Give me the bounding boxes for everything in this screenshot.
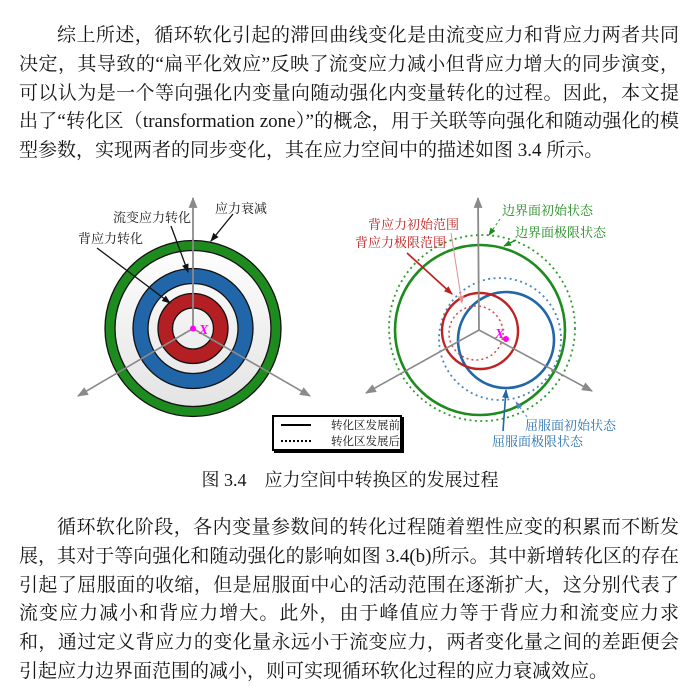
center-point-label: X xyxy=(199,323,209,338)
leader-boundary-limit xyxy=(504,240,516,246)
label-yield-initial: 屈服面初始状态 xyxy=(525,418,617,433)
label-back-stress-limit: 背应力极限范围 xyxy=(355,235,447,250)
legend-label-before: 转化区发展前 xyxy=(331,420,400,432)
label-back-stress-initial: 背应力初始范围 xyxy=(368,217,460,232)
leader-boundary-initial xyxy=(489,219,500,235)
label-back-stress-transform: 背应力转化 xyxy=(78,231,144,246)
paragraph-2: 循环软化阶段，各内变量参数间的转化过程随着塑性应变的积累而不断发展，其对于等向强化和随动强化的影响如图 3.4(b)所示。其中新增转化区的存在引起了屈服面的收缩，但是屈服面中心的活动范围在逐渐扩大，这分别代表了流变应力减小和背应力增大。此外，由于峰值应力等于背应力和流变应力求和，通过定义背应力的变化量永远小于流变应力，两者变化量之间的差距便会引起应力边界面范围的减小，则可实现循环软化过程的应力衰减效应。 xyxy=(19,517,679,682)
center-point xyxy=(190,326,196,332)
label-boundary-initial: 边界面初始状态 xyxy=(502,203,594,218)
figure-legend xyxy=(272,415,402,451)
legend-solid-line-sample xyxy=(281,424,311,426)
legend-row-after xyxy=(281,433,400,449)
legend-row-before xyxy=(281,417,400,433)
label-flow-stress-transform: 流变应力转化 xyxy=(113,210,192,225)
leader-back-stress-initial xyxy=(451,233,462,303)
figure-caption: 图 3.4 应力空间中转换区的发展过程 xyxy=(201,470,499,490)
leader-back-stress-limit xyxy=(407,253,452,294)
legend-dotted-line-sample xyxy=(281,440,311,442)
axis-vertical xyxy=(478,198,479,330)
label-yield-limit: 屈服面极限状态 xyxy=(492,434,584,449)
leader-stress-decay xyxy=(211,214,233,241)
center-point-label: X xyxy=(495,327,505,342)
label-boundary-limit: 边界面极限状态 xyxy=(515,225,607,240)
right-diagram xyxy=(355,198,617,449)
legend-label-after: 转化区发展后 xyxy=(331,436,400,448)
paragraph-1: 综上所述，循环软化引起的滞回曲线变化是由流变应力和背应力两者共同决定，其导致的“扁平化效应”反映了流变应力减小但背应力增大的同步演变，可以认为是一个等向强化内变量向随动强化内变量转化的过程。因此，本文提出了“转化区（transformation zone）”的概念，用于关联等向强化和随动强化的模型参数，实现两者的同步变化，其在应力空间中的描述如图 3.4 所示。 xyxy=(19,25,679,162)
left-diagram xyxy=(78,198,310,417)
label-stress-decay: 应力衰减 xyxy=(215,201,268,216)
